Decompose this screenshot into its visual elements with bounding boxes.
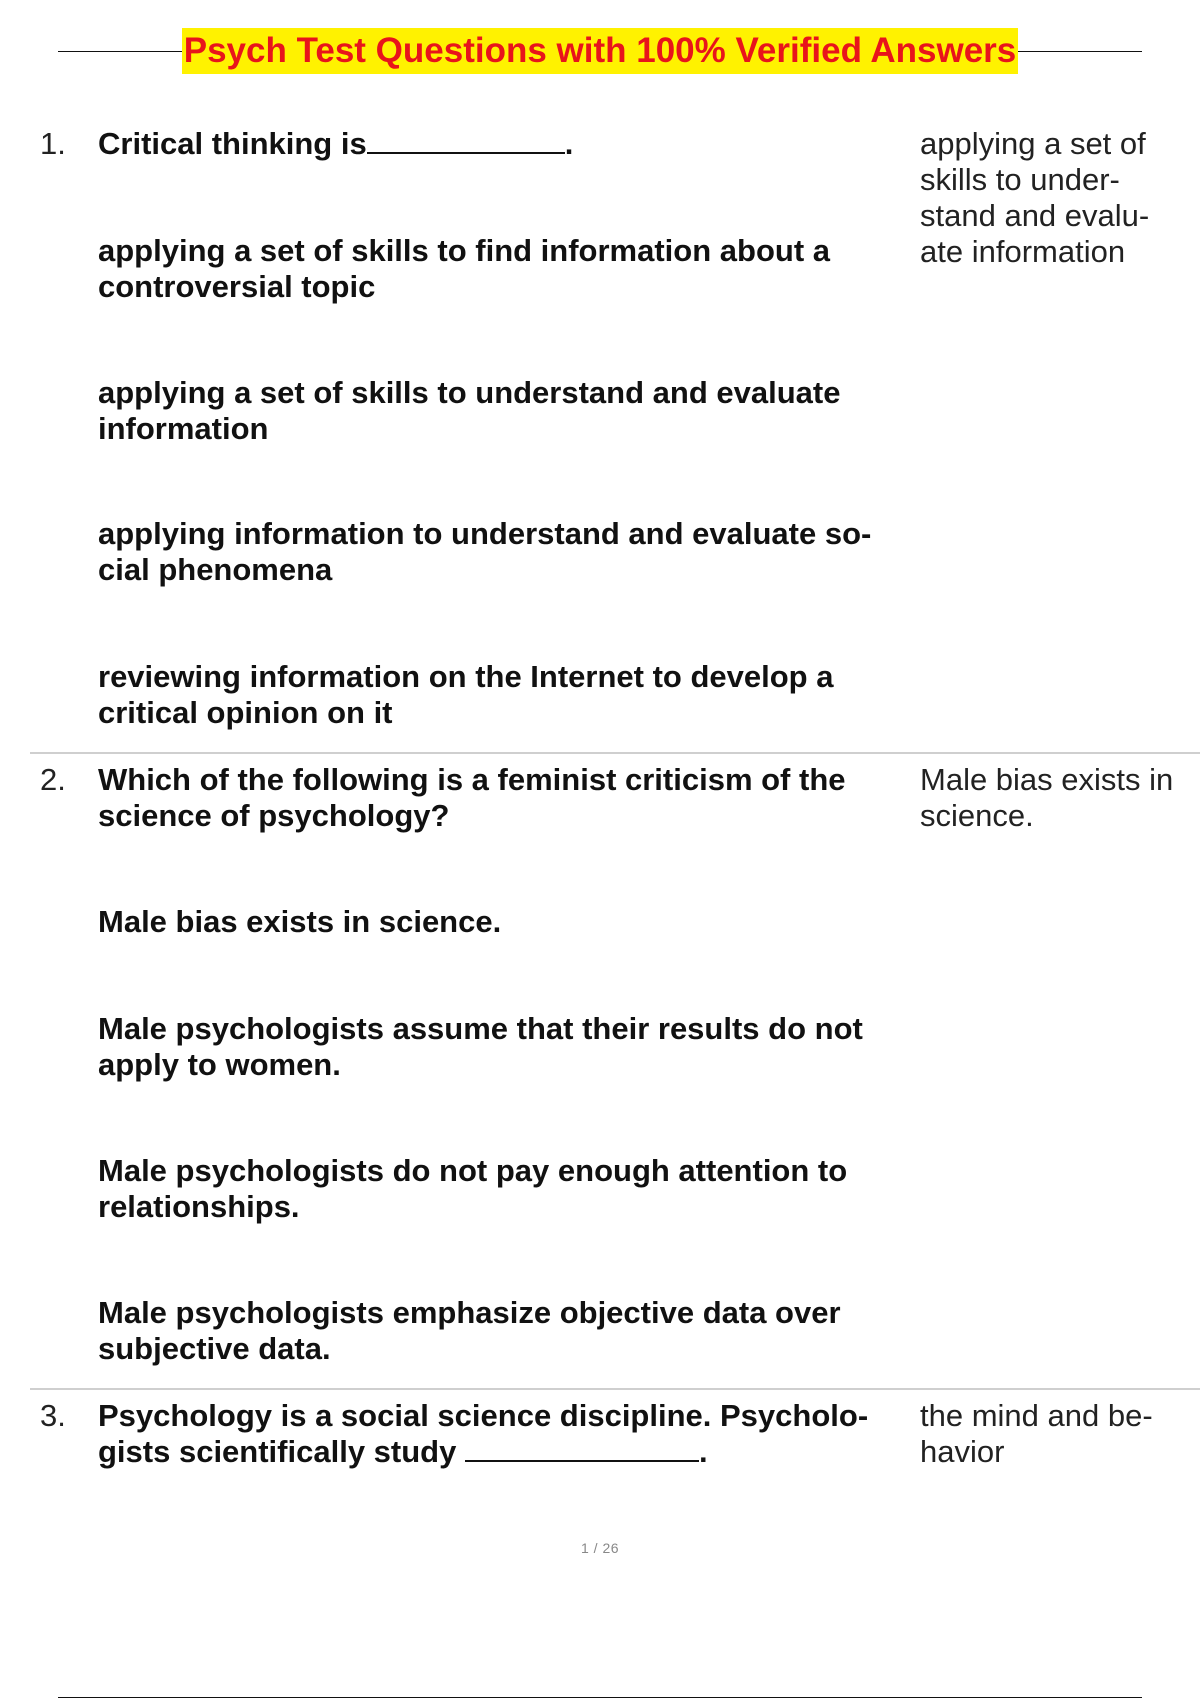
page-title: Psych Test Questions with 100% Verified Answers	[182, 28, 1019, 74]
answer-text: applying a set of skills to under-stand and evalu-ate information	[920, 126, 1150, 269]
option-d: reviewing information on the Internet to develop a critical opinion on it	[98, 659, 834, 730]
answer-text: Male bias exists in science.	[920, 762, 1174, 833]
question-number: 3.	[40, 1398, 66, 1433]
option-b: applying a set of skills to understand and evaluate information	[98, 375, 841, 446]
bottom-rule	[58, 1697, 1142, 1698]
title-row	[58, 28, 1142, 74]
option-c: applying information to understand and evaluate so-cial phenomena	[98, 516, 872, 587]
question-column	[98, 126, 918, 730]
option-d: Male psychologists emphasize objective data over subjective data.	[98, 1295, 841, 1366]
question-text: Critical thinking is .	[98, 126, 574, 161]
question-text: Psychology is a social science discipline. Psycholo-gists scientifically study .	[98, 1398, 869, 1469]
question-number: 2.	[40, 762, 66, 797]
option-a: applying a set of skills to find information about a controversial topic	[98, 233, 830, 304]
question-text: Which of the following is a feminist criticism of the science of psychology?	[98, 762, 846, 833]
option-a: Male bias exists in science.	[98, 904, 502, 939]
qa-item-3	[30, 1398, 1200, 1508]
question-column	[98, 1398, 918, 1470]
option-b: Male psychologists assume that their results do not apply to women.	[98, 1011, 863, 1082]
title-rule-left	[58, 51, 182, 52]
qa-item-2	[30, 762, 1200, 1390]
answer-blank	[465, 1459, 699, 1462]
question-number: 1.	[40, 126, 66, 161]
answer-blank	[367, 151, 565, 154]
question-column	[98, 762, 918, 1366]
title-rule-right	[1018, 51, 1142, 52]
page-indicator: 1 / 26	[580, 1540, 620, 1556]
answer-text: the mind and be-havior	[920, 1398, 1153, 1469]
qa-item-1	[30, 126, 1200, 754]
option-c: Male psychologists do not pay enough attention to relationships.	[98, 1153, 848, 1224]
